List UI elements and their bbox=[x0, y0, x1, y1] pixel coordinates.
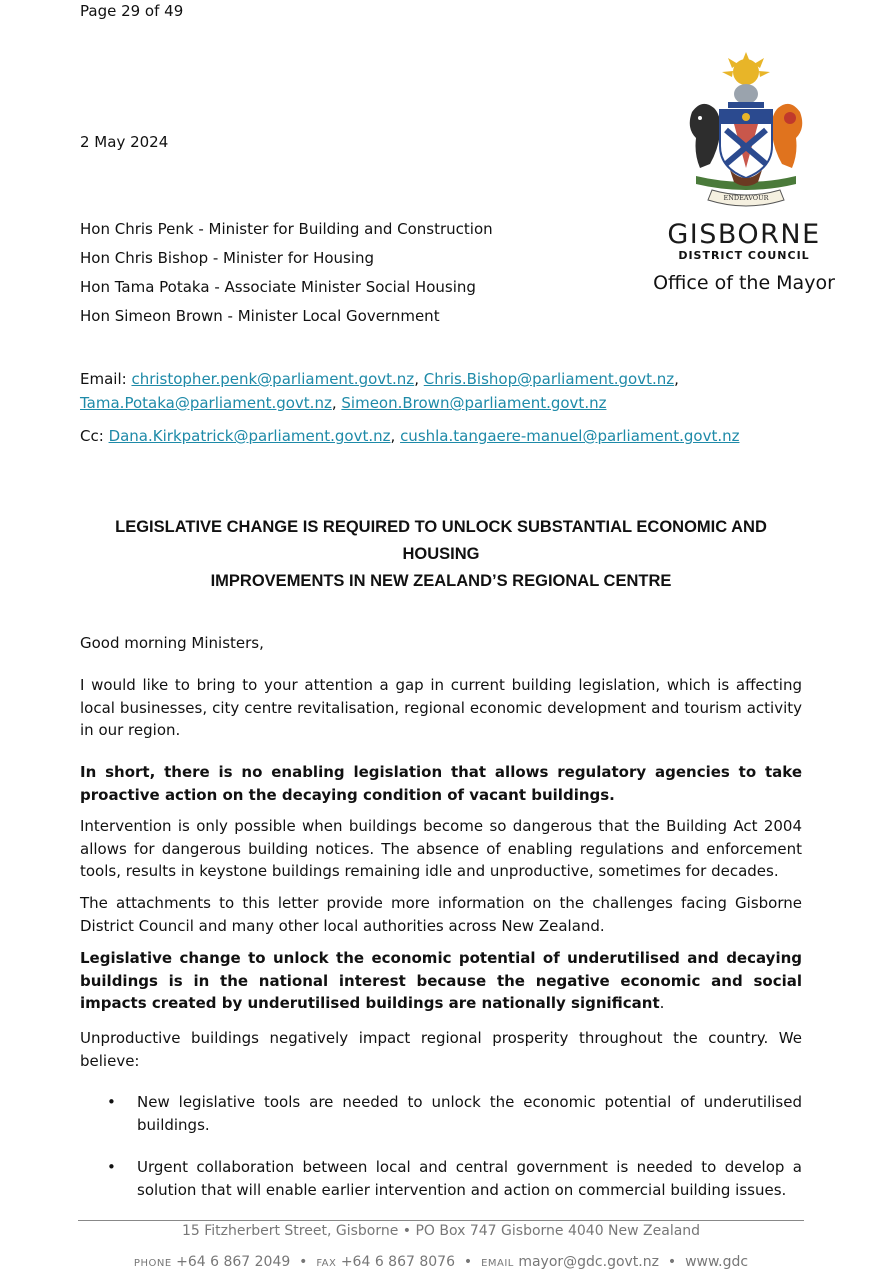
footer-separator: • bbox=[463, 1254, 473, 1270]
email-link[interactable]: Tama.Potaka@parliament.govt.nz bbox=[80, 394, 332, 412]
email-link[interactable]: Simeon.Brown@parliament.govt.nz bbox=[341, 394, 607, 412]
paragraph: Unproductive buildings negatively impact regional prosperity throughout the country. We believe: bbox=[80, 1029, 802, 1070]
bullet-text: Urgent collaboration between local and central government is needed to develop a solution that will enable earlier intervention and action on commercial building issues. bbox=[137, 1158, 802, 1199]
email-line: Email: christopher.penk@parliament.govt.nz, Chris.Bishop@parliament.govt.nz, bbox=[80, 370, 679, 388]
email-line-2: Tama.Potaka@parliament.govt.nz, Simeon.Brown@parliament.govt.nz bbox=[80, 394, 607, 412]
office-title: Office of the Mayor bbox=[653, 272, 835, 294]
crest-motto: ENDEAVOUR bbox=[723, 194, 769, 202]
paragraph-mixed bbox=[80, 947, 802, 1015]
email-label: Email: bbox=[80, 370, 127, 388]
recipient-line: Hon Chris Bishop - Minister for Housing bbox=[80, 249, 375, 267]
bullet-text: New legislative tools are needed to unlock the economic potential of underutilised buildings. bbox=[137, 1093, 802, 1134]
footer-address: 15 Fitzherbert Street, Gisborne • PO Box 747 Gisborne 4040 New Zealand bbox=[181, 1223, 701, 1239]
bullet-dot: • bbox=[107, 1093, 116, 1111]
bullet-dot: • bbox=[107, 1158, 116, 1176]
footer-contacts bbox=[80, 1254, 802, 1270]
footer-divider bbox=[78, 1220, 804, 1221]
heading-line-2: IMPROVEMENTS IN NEW ZEALAND’S REGIONAL CENTRE bbox=[210, 572, 672, 590]
paragraph-end: . bbox=[659, 994, 665, 1013]
salutation: Good morning Ministers, bbox=[80, 634, 264, 652]
council-subname: DISTRICT COUNCIL bbox=[678, 249, 810, 262]
page-number: Page 29 of 49 bbox=[80, 2, 184, 20]
cc-label: Cc: bbox=[80, 427, 104, 445]
paragraph: I would like to bring to your attention a gap in current building legislation, which is affecting local businesses, city centre revitalisation, regional economic development and tourism activity in our region. bbox=[80, 676, 802, 740]
recipient-line: Hon Tama Potaka - Associate Minister Social Housing bbox=[80, 278, 476, 296]
phone-number: +64 6 867 2049 bbox=[176, 1254, 291, 1270]
paragraph: Intervention is only possible when buildings become so dangerous that the Building Act 2004 allows for dangerous building notices. The absence of enabling regulations and enforcement tools, results in keystone buildings remaining idle and unproductive, sometimes for decades. bbox=[80, 817, 802, 881]
cc-email-link[interactable]: Dana.Kirkpatrick@parliament.govt.nz bbox=[108, 427, 391, 445]
email-label-footer: EMAIL bbox=[481, 1258, 514, 1269]
phone-label: PHONE bbox=[133, 1258, 172, 1269]
bullet-item bbox=[107, 1091, 802, 1136]
footer-separator: • bbox=[667, 1254, 677, 1270]
fax-label: FAX bbox=[316, 1258, 337, 1269]
footer-website[interactable]: www.gdc bbox=[685, 1254, 749, 1270]
council-crest-logo bbox=[676, 52, 816, 212]
email-link[interactable]: christopher.penk@parliament.govt.nz bbox=[131, 370, 415, 388]
paragraph-bold: In short, there is no enabling legislation that allows regulatory agencies to take proactive action on the decaying condition of vacant buildings. bbox=[80, 763, 802, 804]
footer-email[interactable]: mayor@gdc.govt.nz bbox=[518, 1254, 659, 1270]
council-name: GISBORNE bbox=[667, 219, 821, 250]
paragraph: The attachments to this letter provide more information on the challenges facing Gisborne District Council and many other local authorities across New Zealand. bbox=[80, 894, 802, 935]
recipient-line: Hon Chris Penk - Minister for Building and Construction bbox=[80, 220, 493, 238]
email-link[interactable]: Chris.Bishop@parliament.govt.nz bbox=[423, 370, 675, 388]
cc-line: Cc: Dana.Kirkpatrick@parliament.govt.nz, cushla.tangaere-manuel@parliament.govt.nz bbox=[80, 427, 740, 445]
letter-heading bbox=[80, 514, 802, 595]
recipient-line: Hon Simeon Brown - Minister Local Government bbox=[80, 307, 440, 325]
bullet-item bbox=[107, 1156, 802, 1201]
heading-line-1: LEGISLATIVE CHANGE IS REQUIRED TO UNLOCK SUBSTANTIAL ECONOMIC AND HOUSING bbox=[115, 518, 767, 563]
footer-separator: • bbox=[299, 1254, 308, 1270]
paragraph-bold-part: Legislative change to unlock the economic potential of underutilised and decaying buildings is in the national interest because the negative economic and social impacts created by underutilised buildings are nationally significant bbox=[80, 949, 802, 1013]
fax-number: +64 6 867 8076 bbox=[340, 1254, 455, 1270]
cc-email-link[interactable]: cushla.tangaere-manuel@parliament.govt.nz bbox=[400, 427, 740, 445]
letter-date: 2 May 2024 bbox=[80, 133, 169, 151]
